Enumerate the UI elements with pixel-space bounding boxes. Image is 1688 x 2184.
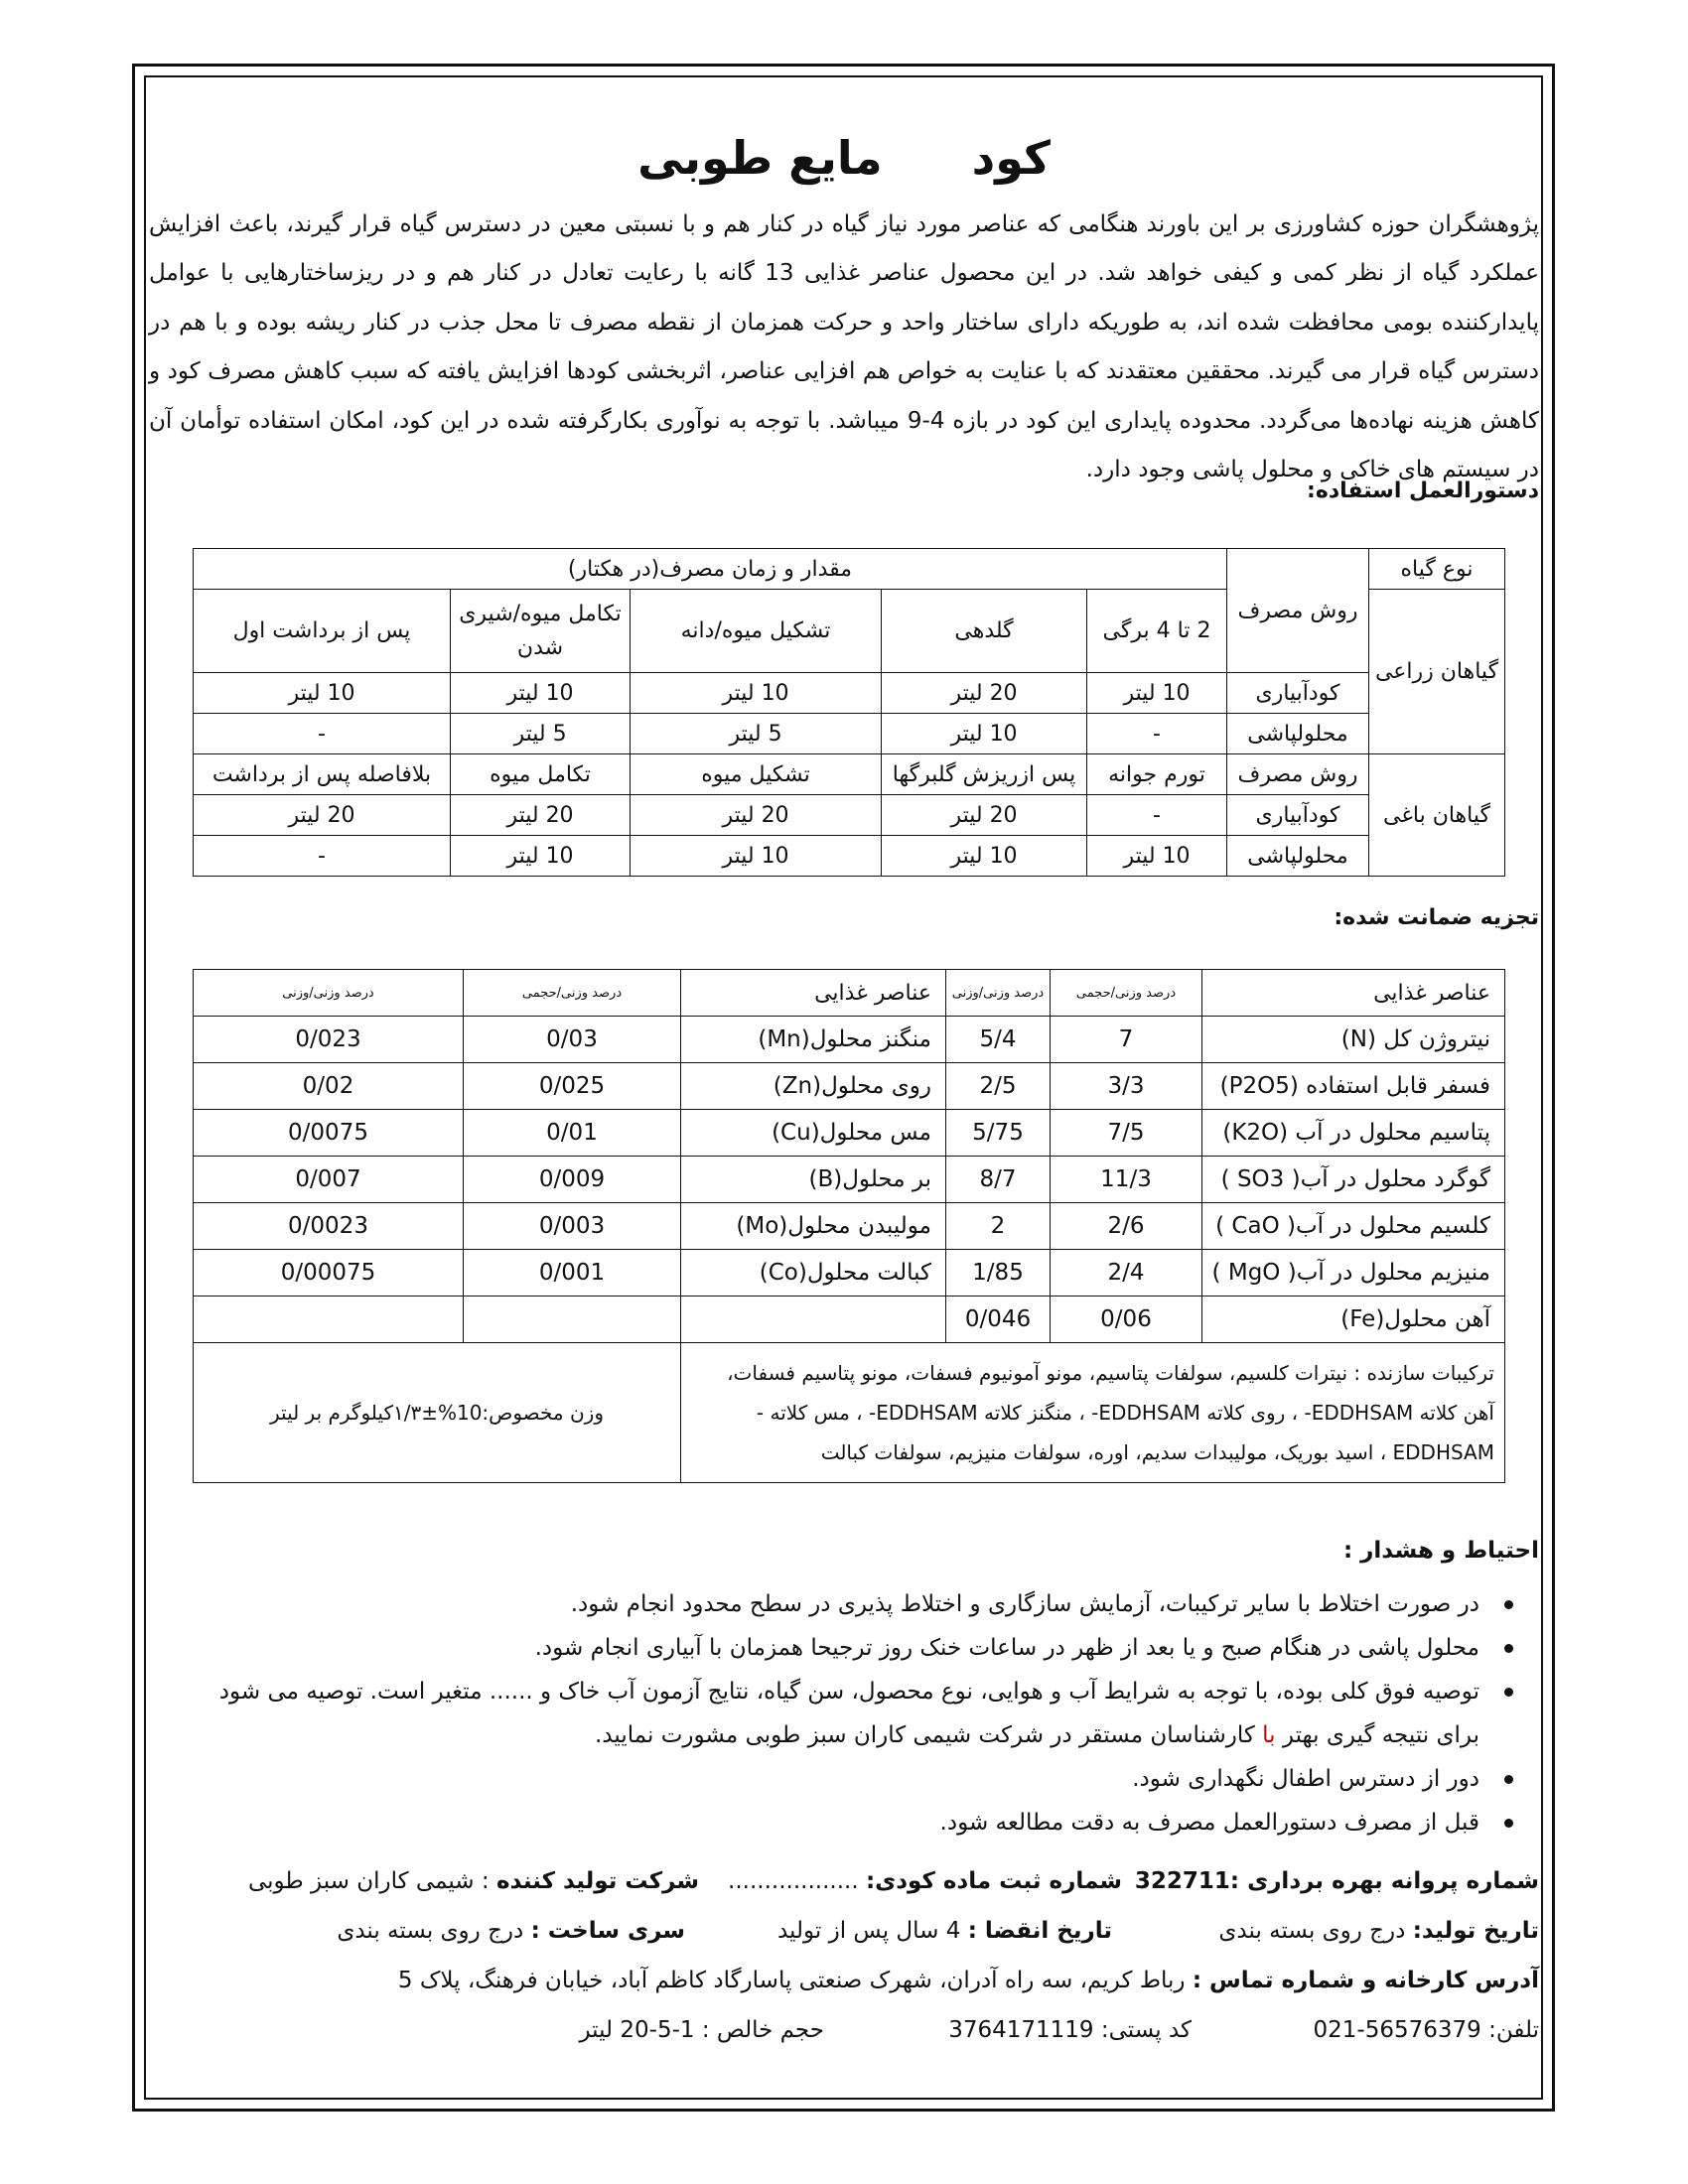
- element-wv: 2/4: [1051, 1250, 1202, 1297]
- series-label: سری ساخت :: [530, 1918, 685, 1944]
- amount-cell: -: [1087, 714, 1227, 754]
- analysis-table: [193, 969, 1505, 1483]
- element-name: مس محلول(Cu): [681, 1110, 946, 1157]
- amount-cell: 10 لیتر: [631, 836, 882, 877]
- bullet-icon: [1504, 1644, 1513, 1653]
- element-name: آهن محلول(Fe): [1202, 1297, 1505, 1343]
- element-wv: 7/5: [1051, 1110, 1202, 1157]
- amount-cell: 10 لیتر: [451, 836, 631, 877]
- maker-label: شرکت تولید کننده: [495, 1868, 699, 1894]
- stage-cell: تکامل میوه: [451, 754, 631, 795]
- element-ww: 1/85: [946, 1250, 1051, 1297]
- address-value: رباط کریم، سه راه آدران، شهرک صنعتی پاسارگاد کاظم آباد، خیابان فرهنگ، پلاک 5: [397, 1968, 1186, 1993]
- stage-cell: تشکیل میوه: [631, 754, 882, 795]
- element-wv: 0/03: [464, 1017, 681, 1063]
- header-plant-type: نوع گیاه: [1369, 549, 1505, 590]
- stage-cell: 2 تا 4 برگی: [1087, 590, 1227, 673]
- element-ww: 0/0075: [194, 1110, 464, 1157]
- amount-cell: 20 لیتر: [882, 795, 1087, 836]
- amount-cell: 20 لیتر: [451, 795, 631, 836]
- method-cell: کودآبیاری: [1227, 795, 1369, 836]
- element-name: گوگرد محلول در آب( SO3 ): [1202, 1157, 1505, 1203]
- element-name: بر محلول(B): [681, 1157, 946, 1203]
- intro-paragraph: پژوهشگران حوزه کشاورزی بر این باورند هنگامی که عناصر مورد نیاز گیاه در کنار هم و با نسبتی معین در دسترس گیاه قرار گیرند، باعث افزایش عملکرد گیاه از نظر کمی و کیفی خواهد شد. در این محصول عناصر غذایی 13 گانه با رعایت تعادل در کنار هم و در ریزساختارهایی با عوامل پایدارکننده بومی محافظت شده اند، به طوریکه دارای ساختار واحد و حرکت همزمان از نقطه مصرف تا محل جذب در کنار ریشه بوده و با هم در دسترس گیاه قرار می گیرند. محققین معتقدند که با عنایت به خواص هم افزایی عناصر، اثربخشی کودها افزایش یافته که سبب کاهش مصرف کود و کاهش هزینه نهاده‌ها می‌گردد. محدوده پایداری این کود در بازه 4-9 میباشد. با توجه به نوآوری بکارگرفته شده در این کود، امکان استفاده توأمان آن در سیستم های خاکی و محلول پاشی وجود دارد.: [149, 211, 1539, 483]
- amount-cell: 20 لیتر: [194, 795, 451, 836]
- amount-cell: 20 لیتر: [631, 795, 882, 836]
- stage-cell: تورم جوانه: [1087, 754, 1227, 795]
- amount-cell: 10 لیتر: [1087, 673, 1227, 714]
- element-wv: 0/01: [464, 1110, 681, 1157]
- stage-cell: بلافاصله پس از برداشت: [194, 754, 451, 795]
- element-name: کلسیم محلول در آب( CaO ): [1202, 1203, 1505, 1250]
- element-name: نیتروژن کل (N): [1202, 1017, 1505, 1063]
- amount-cell: 10 لیتر: [1087, 836, 1227, 877]
- garden-plants: گیاهان باغی: [1369, 754, 1505, 877]
- usage-heading: دستورالعمل استفاده:: [1307, 478, 1539, 503]
- amount-cell: 20 لیتر: [882, 673, 1087, 714]
- composition-text: ترکیبات سازنده : نیترات کلسیم، سولفات پتاسیم، مونو آمونیوم فسفات، مونو پتاسیم فسفات، آهن کلاته EDDHSAM- ، روی کلاته EDDHSAM- ، منگنز کلاته EDDHSAM- ، مس کلاته - EDDHSAM ، اسید بوریک، مولیبدات سدیم، اوره، سولفات منیزیم، سولفات کبالت: [681, 1343, 1505, 1483]
- element-name: منگنز محلول(Mn): [681, 1017, 946, 1063]
- amount-cell: 10 لیتر: [882, 836, 1087, 877]
- element-ww: 0/0023: [194, 1203, 464, 1250]
- usage-table: [193, 548, 1505, 877]
- title-word-2: مایع طوبی: [637, 131, 883, 185]
- header-method: روش مصرف: [1227, 549, 1369, 673]
- bullet-icon: [1504, 1600, 1513, 1609]
- license-label: شماره پروانه بهره برداری :: [1229, 1868, 1539, 1894]
- method-cell: کودآبیاری: [1227, 673, 1369, 714]
- warnings-section: [149, 1529, 1539, 1844]
- warning-text: قبل از مصرف دستورالعمل مصرف به دقت مطالعه شود.: [939, 1810, 1479, 1836]
- amount-cell: -: [194, 714, 451, 754]
- element-name: مولیبدن محلول(Mo): [681, 1203, 946, 1250]
- element-ww: 0/007: [194, 1157, 464, 1203]
- prod-label: تاریخ تولید:: [1412, 1918, 1539, 1944]
- stage-cell: تشکیل میوه/دانه: [631, 590, 882, 673]
- element-wv: 0/025: [464, 1063, 681, 1110]
- prod-value: درج روی بسته بندی: [1218, 1918, 1406, 1944]
- method-cell: محلولپاشی: [1227, 836, 1369, 877]
- warning-item: [169, 1626, 1479, 1670]
- maker-value: : شیمی کاران سبز طوبی: [247, 1868, 490, 1894]
- bullet-icon: [1504, 1688, 1513, 1697]
- element-ww: 8/7: [946, 1157, 1051, 1203]
- header-elements: عناصر غذایی: [681, 970, 946, 1017]
- header-amount: مقدار و زمان مصرف(در هکتار): [194, 549, 1227, 590]
- element-name: [681, 1297, 946, 1343]
- series-value: درج روی بسته بندی: [337, 1918, 524, 1944]
- amount-cell: 10 لیتر: [882, 714, 1087, 754]
- element-wv: 0/001: [464, 1250, 681, 1297]
- amount-cell: 10 لیتر: [631, 673, 882, 714]
- stage-cell: گلدهی: [882, 590, 1087, 673]
- element-wv: 3/3: [1051, 1063, 1202, 1110]
- warnings-list: [149, 1582, 1539, 1844]
- bullet-icon: [1504, 1819, 1513, 1828]
- warning-item: [169, 1582, 1479, 1626]
- warning-highlight: با: [1262, 1722, 1276, 1748]
- amount-cell: 5 لیتر: [451, 714, 631, 754]
- warning-text: توصیه فوق کلی بوده، با توجه به شرایط آب و هوایی، نوع محصول، سن گیاه، نتایج آزمون آب خاک و ...... متغیر است. توصیه می شود برای نتیجه گیری بهتر: [218, 1679, 1479, 1748]
- warning-text: محلول پاشی در هنگام صبح و یا بعد از ظهر در ساعات خنک روز ترجیحا همزمان با آبیاری انجام شود.: [534, 1635, 1479, 1661]
- title-word-1: کود: [971, 131, 1051, 185]
- address-label: آدرس کارخانه و شماره تماس :: [1192, 1968, 1539, 1993]
- exp-value: 4 سال پس از تولید: [776, 1918, 961, 1944]
- element-ww: 5/4: [946, 1017, 1051, 1063]
- element-ww: 5/75: [946, 1110, 1051, 1157]
- element-name: فسفر قابل استفاده (P2O5): [1202, 1063, 1505, 1110]
- stage-cell: پس ازریزش گلبرگها: [882, 754, 1087, 795]
- stage-cell: پس از برداشت اول: [194, 590, 451, 673]
- element-name: کبالت محلول(Co): [681, 1250, 946, 1297]
- amount-cell: 10 لیتر: [194, 673, 451, 714]
- warning-text: در صورت اختلاط با سایر ترکیبات، آزمایش سازگاری و اختلاط پذیری در سطح محدود انجام شود.: [570, 1591, 1479, 1617]
- analysis-heading: تجزیه ضمانت شده:: [1334, 905, 1539, 930]
- header-wv: درصد وزنی/حجمی: [464, 970, 681, 1017]
- element-wv: 0/003: [464, 1203, 681, 1250]
- warning-item: [169, 1801, 1479, 1844]
- exp-label: تاریخ انقضا :: [967, 1918, 1112, 1944]
- reg-value: ..................: [728, 1868, 859, 1894]
- element-ww: [194, 1297, 464, 1343]
- volume-text: حجم خالص : 1-5-20 لیتر: [579, 2017, 824, 2043]
- element-name: پتاسیم محلول در آب (K2O): [1202, 1110, 1505, 1157]
- element-ww: 0/02: [194, 1063, 464, 1110]
- element-ww: 0/00075: [194, 1250, 464, 1297]
- method-cell: محلولپاشی: [1227, 714, 1369, 754]
- element-ww: 2/5: [946, 1063, 1051, 1110]
- warning-item: [169, 1757, 1479, 1801]
- warning-item: [169, 1670, 1479, 1757]
- header-ww: درصد وزنی/وزنی: [946, 970, 1051, 1017]
- page-title: [149, 131, 1539, 185]
- density-text: وزن مخصوص:10%±۱/۳کیلوگرم بر لیتر: [194, 1343, 681, 1483]
- amount-cell: -: [1087, 795, 1227, 836]
- header-wv: درصد وزنی/حجمی: [1051, 970, 1202, 1017]
- element-wv: [464, 1297, 681, 1343]
- reg-label: شماره ثبت ماده کودی:: [865, 1868, 1122, 1894]
- element-ww: 0/046: [946, 1297, 1051, 1343]
- element-wv: 11/3: [1051, 1157, 1202, 1203]
- warning-text: دور از دسترس اطفال نگهداری شود.: [1132, 1766, 1479, 1792]
- element-wv: 2/6: [1051, 1203, 1202, 1250]
- element-wv: 0/06: [1051, 1297, 1202, 1343]
- element-ww: 2: [946, 1203, 1051, 1250]
- element-ww: 0/023: [194, 1017, 464, 1063]
- stage-cell: تکامل میوه/شیری شدن: [451, 590, 631, 673]
- header-elements: عناصر غذایی: [1202, 970, 1505, 1017]
- header-ww: درصد وزنی/وزنی: [194, 970, 464, 1017]
- warning-text: کارشناسان مستقر در شرکت شیمی کاران سبز طوبی مشورت نمایید.: [595, 1722, 1255, 1748]
- element-wv: 7: [1051, 1017, 1202, 1063]
- bullet-icon: [1504, 1775, 1513, 1784]
- warnings-heading: احتیاط و هشدار :: [1342, 1538, 1539, 1564]
- phone-text: تلفن: 56576379-021: [1313, 2017, 1539, 2043]
- license-value: 322711: [1134, 1868, 1230, 1894]
- element-name: منیزیم محلول در آب( MgO ): [1202, 1250, 1505, 1297]
- farm-plants: گیاهان زراعی: [1369, 590, 1505, 754]
- amount-cell: 10 لیتر: [451, 673, 631, 714]
- amount-cell: 5 لیتر: [631, 714, 882, 754]
- method-cell: روش مصرف: [1227, 754, 1369, 795]
- amount-cell: -: [194, 836, 451, 877]
- element-name: روی محلول(Zn): [681, 1063, 946, 1110]
- postal-text: کد پستی: 3764171119: [948, 2017, 1192, 2043]
- element-wv: 0/009: [464, 1157, 681, 1203]
